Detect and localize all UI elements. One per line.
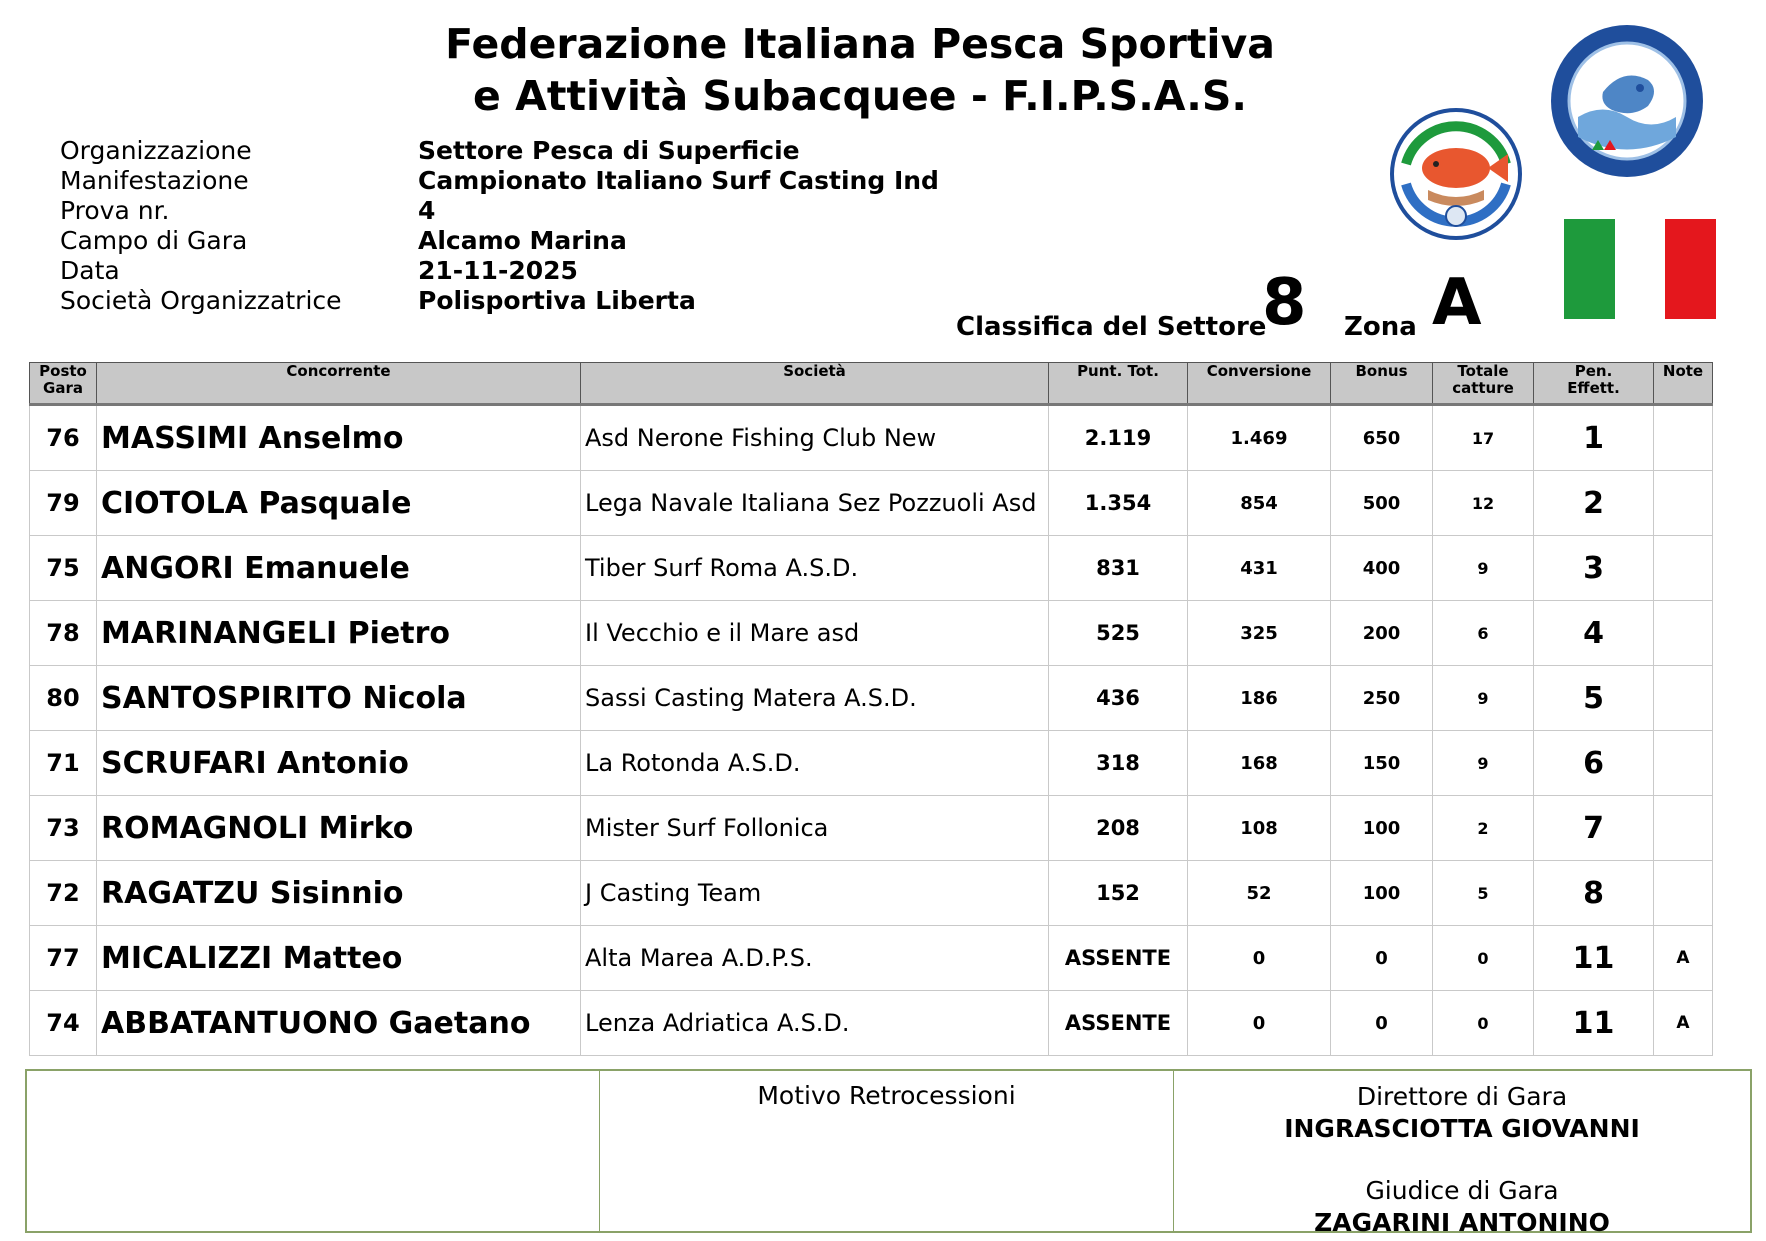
cell-punt-tot: 436	[1049, 666, 1188, 731]
info-value: Polisportiva Liberta	[418, 286, 696, 315]
col-header-punt-tot: Punt. Tot.	[1049, 363, 1188, 405]
cell-conversione: 0	[1188, 991, 1331, 1056]
info-label: Prova nr.	[60, 196, 170, 225]
cell-catture: 9	[1433, 666, 1534, 731]
cell-catture: 9	[1433, 731, 1534, 796]
cell-pen: 1	[1534, 405, 1654, 471]
cell-posto: 77	[30, 926, 97, 991]
cell-bonus: 200	[1331, 601, 1433, 666]
cell-concorrente: SCRUFARI Antonio	[97, 731, 581, 796]
cell-pen: 4	[1534, 601, 1654, 666]
cell-societa: J Casting Team	[581, 861, 1049, 926]
results-table	[29, 362, 1713, 1056]
cell-societa: Lenza Adriatica A.S.D.	[581, 991, 1049, 1056]
cell-conversione: 186	[1188, 666, 1331, 731]
cell-punt-tot: 152	[1049, 861, 1188, 926]
col-header-bonus: Bonus	[1331, 363, 1433, 405]
info-label: Manifestazione	[60, 166, 249, 195]
flag-red-band	[1665, 219, 1716, 319]
table-row	[30, 536, 1713, 601]
col-header-posto: Posto Gara	[30, 363, 97, 405]
classifica-label: Classifica del Settore	[956, 312, 1267, 342]
cell-concorrente: ROMAGNOLI Mirko	[97, 796, 581, 861]
cell-note	[1654, 796, 1713, 861]
cell-concorrente: RAGATZU Sisinnio	[97, 861, 581, 926]
cell-pen: 2	[1534, 471, 1654, 536]
direttore-label: Direttore di Gara	[1356, 1082, 1568, 1111]
col-header-note: Note	[1654, 363, 1713, 405]
info-label: Data	[60, 256, 120, 285]
cell-pen: 11	[1534, 926, 1654, 991]
cell-bonus: 0	[1331, 926, 1433, 991]
cell-conversione: 854	[1188, 471, 1331, 536]
col-header-totale-catture: Totale catture	[1433, 363, 1534, 405]
cell-note	[1654, 536, 1713, 601]
info-value: 4	[418, 196, 436, 225]
cell-catture: 17	[1433, 405, 1534, 471]
cell-punt-tot: 318	[1049, 731, 1188, 796]
cell-note	[1654, 861, 1713, 926]
cell-punt-tot: 831	[1049, 536, 1188, 601]
table-row	[30, 601, 1713, 666]
info-value: Settore Pesca di Superficie	[418, 136, 800, 165]
cell-catture: 12	[1433, 471, 1534, 536]
cell-societa: La Rotonda A.S.D.	[581, 731, 1049, 796]
cell-societa: Tiber Surf Roma A.S.D.	[581, 536, 1049, 601]
cell-catture: 9	[1433, 536, 1534, 601]
cell-societa: Alta Marea A.D.P.S.	[581, 926, 1049, 991]
cell-societa: Il Vecchio e il Mare asd	[581, 601, 1049, 666]
cell-posto: 79	[30, 471, 97, 536]
cell-catture: 5	[1433, 861, 1534, 926]
title-line-2: e Attività Subacquee - F.I.P.S.A.S.	[473, 72, 1247, 120]
federation-title	[380, 18, 1340, 122]
cell-bonus: 100	[1331, 796, 1433, 861]
cell-concorrente: CIOTOLA Pasquale	[97, 471, 581, 536]
cell-bonus: 0	[1331, 991, 1433, 1056]
col-header-societa: Società	[581, 363, 1049, 405]
cell-concorrente: ANGORI Emanuele	[97, 536, 581, 601]
cell-catture: 0	[1433, 926, 1534, 991]
cell-note	[1654, 405, 1713, 471]
cell-note	[1654, 471, 1713, 536]
motivo-label: Motivo Retrocessioni	[757, 1081, 1016, 1110]
flag-green-band	[1564, 219, 1615, 319]
officials-cell	[1174, 1071, 1750, 1237]
italian-flag-icon	[1564, 219, 1716, 319]
giudice-label: Giudice di Gara	[1365, 1176, 1559, 1205]
info-label: Organizzazione	[60, 136, 252, 165]
cell-pen: 11	[1534, 991, 1654, 1056]
cell-concorrente: SANTOSPIRITO Nicola	[97, 666, 581, 731]
cell-pen: 7	[1534, 796, 1654, 861]
signature-box	[25, 1069, 1752, 1237]
cell-posto: 78	[30, 601, 97, 666]
info-label: Campo di Gara	[60, 226, 248, 255]
cell-note	[1654, 601, 1713, 666]
cell-pen: 5	[1534, 666, 1654, 731]
table-row	[30, 471, 1713, 536]
cell-conversione: 431	[1188, 536, 1331, 601]
cell-punt-tot: 1.354	[1049, 471, 1188, 536]
cell-posto: 71	[30, 731, 97, 796]
cell-conversione: 1.469	[1188, 405, 1331, 471]
cell-note	[1654, 666, 1713, 731]
catch-release-logo-icon	[1386, 104, 1526, 244]
table-row	[30, 666, 1713, 731]
cell-conversione: 168	[1188, 731, 1331, 796]
cell-catture: 2	[1433, 796, 1534, 861]
table-header-row	[30, 363, 1713, 405]
cell-posto: 75	[30, 536, 97, 601]
cell-concorrente: MARINANGELI Pietro	[97, 601, 581, 666]
cell-pen: 3	[1534, 536, 1654, 601]
cell-societa: Sassi Casting Matera A.S.D.	[581, 666, 1049, 731]
info-label: Società Organizzatrice	[60, 286, 342, 315]
info-value: 21-11-2025	[418, 256, 578, 285]
cell-bonus: 150	[1331, 731, 1433, 796]
cell-posto: 72	[30, 861, 97, 926]
cell-conversione: 0	[1188, 926, 1331, 991]
table-row	[30, 926, 1713, 991]
table-row	[30, 861, 1713, 926]
settore-number: 8	[1262, 266, 1307, 340]
table-row	[30, 796, 1713, 861]
cell-posto: 74	[30, 991, 97, 1056]
cell-note	[1654, 731, 1713, 796]
table-row	[30, 991, 1713, 1056]
cell-societa: Asd Nerone Fishing Club New	[581, 405, 1049, 471]
cell-catture: 6	[1433, 601, 1534, 666]
col-header-pen-effett: Pen. Effett.	[1534, 363, 1654, 405]
cell-punt-tot: 2.119	[1049, 405, 1188, 471]
table-row	[30, 405, 1713, 471]
cell-concorrente: ABBATANTUONO Gaetano	[97, 991, 581, 1056]
cell-bonus: 100	[1331, 861, 1433, 926]
info-value: Campionato Italiano Surf Casting Ind	[418, 166, 939, 195]
title-line-1: Federazione Italiana Pesca Sportiva	[445, 20, 1275, 68]
col-header-conversione: Conversione	[1188, 363, 1331, 405]
zona-value: A	[1432, 266, 1482, 340]
giudice-name: ZAGARINI ANTONINO	[1314, 1208, 1610, 1237]
cell-concorrente: MASSIMI Anselmo	[97, 405, 581, 471]
cell-concorrente: MICALIZZI Matteo	[97, 926, 581, 991]
cell-conversione: 108	[1188, 796, 1331, 861]
direttore-name: INGRASCIOTTA GIOVANNI	[1284, 1114, 1640, 1143]
cell-bonus: 500	[1331, 471, 1433, 536]
fipsas-logo-icon	[1548, 22, 1706, 180]
cell-societa: Mister Surf Follonica	[581, 796, 1049, 861]
footer-empty-cell	[27, 1071, 600, 1231]
table-row	[30, 731, 1713, 796]
cell-societa: Lega Navale Italiana Sez Pozzuoli Asd	[581, 471, 1049, 536]
cell-bonus: 650	[1331, 405, 1433, 471]
cell-pen: 6	[1534, 731, 1654, 796]
cell-posto: 76	[30, 405, 97, 471]
cell-pen: 8	[1534, 861, 1654, 926]
cell-punt-tot: ASSENTE	[1049, 926, 1188, 991]
cell-bonus: 250	[1331, 666, 1433, 731]
cell-bonus: 400	[1331, 536, 1433, 601]
cell-conversione: 52	[1188, 861, 1331, 926]
flag-white-band	[1615, 219, 1666, 319]
cell-punt-tot: 525	[1049, 601, 1188, 666]
motivo-retrocessioni-cell	[600, 1071, 1174, 1231]
info-value: Alcamo Marina	[418, 226, 627, 255]
cell-note: A	[1654, 991, 1713, 1056]
cell-punt-tot: 208	[1049, 796, 1188, 861]
zona-label: Zona	[1344, 312, 1417, 342]
cell-note: A	[1654, 926, 1713, 991]
cell-conversione: 325	[1188, 601, 1331, 666]
cell-catture: 0	[1433, 991, 1534, 1056]
cell-posto: 73	[30, 796, 97, 861]
col-header-concorrente: Concorrente	[97, 363, 581, 405]
cell-posto: 80	[30, 666, 97, 731]
cell-punt-tot: ASSENTE	[1049, 991, 1188, 1056]
